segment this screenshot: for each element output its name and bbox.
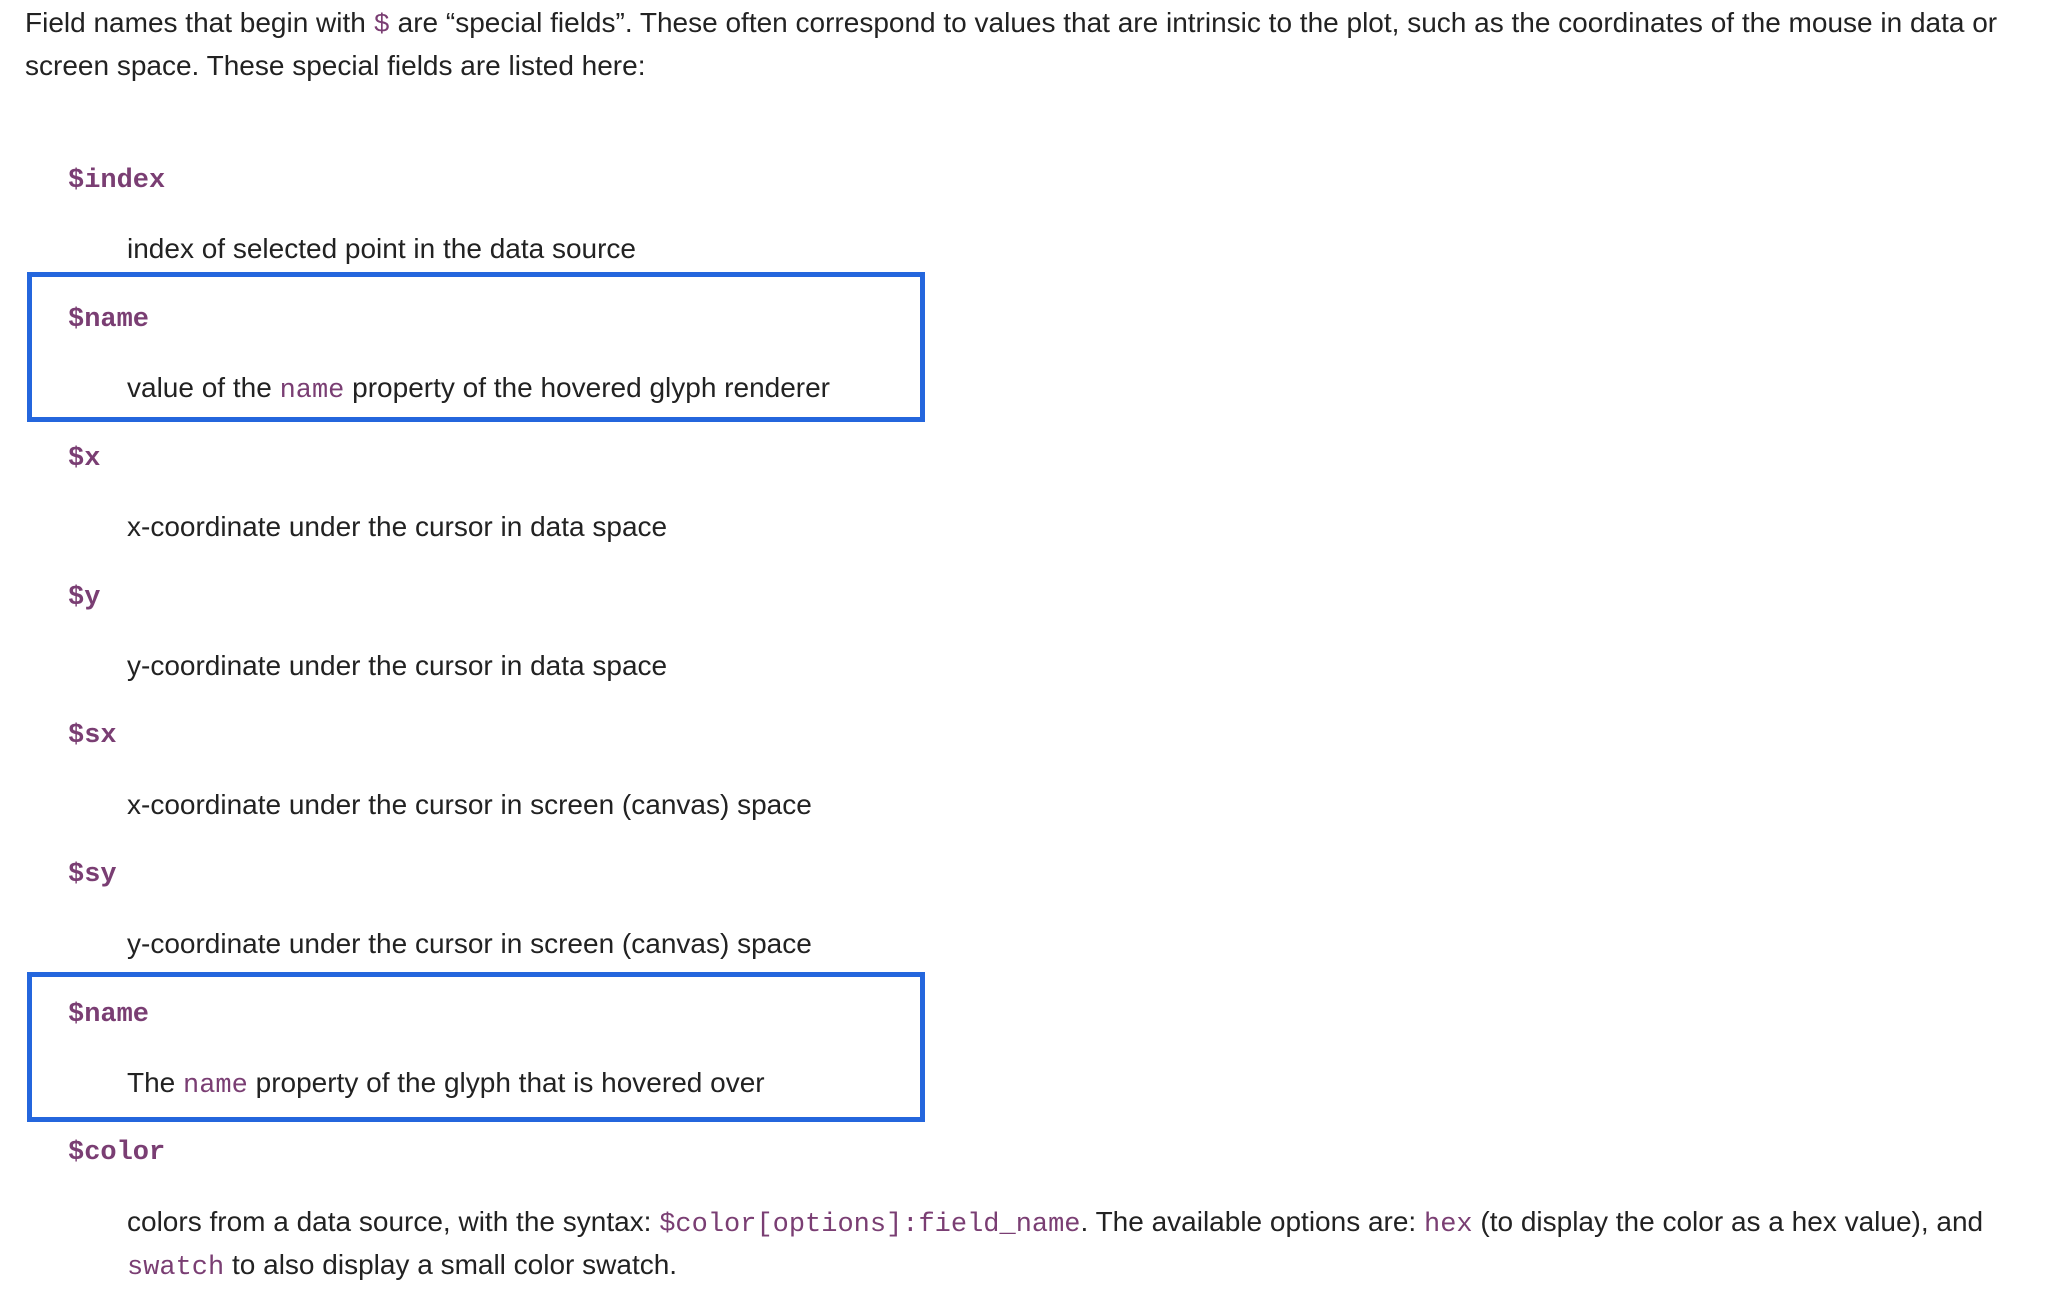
def-text: value of the	[127, 372, 280, 403]
field-def-index: index of selected point in the data source	[127, 233, 637, 264]
field-def-y: y-coordinate under the cursor in data space	[127, 650, 668, 681]
def-code-swatch: swatch	[127, 1253, 225, 1283]
def-text: property of the hovered glyph renderer	[344, 372, 830, 403]
def-code-color-syntax: $color[options]:field_name	[659, 1210, 1081, 1240]
field-term-index: $index	[68, 166, 166, 196]
def-code-name: name	[183, 1071, 248, 1101]
field-term-name-2: $name	[68, 1000, 150, 1030]
intro-text-before: Field names that begin with	[25, 7, 374, 38]
field-term-y: $y	[68, 583, 101, 613]
field-def-sy: y-coordinate under the cursor in screen (canvas) space	[127, 928, 812, 959]
field-def-name-2	[127, 1063, 2027, 1106]
def-code-name: name	[279, 376, 345, 406]
field-term-name-1: $name	[68, 305, 150, 335]
field-term-sx: $sx	[68, 721, 117, 751]
def-text: (to display the color as a hex value), and	[1472, 1206, 1984, 1237]
intro-dollar-code: $	[373, 11, 390, 41]
def-text: property of the glyph that is hovered over	[247, 1067, 765, 1098]
field-term-color: $color	[68, 1138, 166, 1168]
def-text: The	[127, 1067, 184, 1098]
def-code-hex: hex	[1424, 1210, 1473, 1240]
field-def-sx: x-coordinate under the cursor in screen (canvas) space	[127, 789, 812, 820]
field-term-x: $x	[68, 444, 101, 474]
def-text: colors from a data source, with the syntax:	[127, 1206, 660, 1237]
special-fields-list	[25, 0, 2025, 1296]
def-text: . The available options are:	[1080, 1206, 1424, 1237]
field-def-color	[127, 1202, 2027, 1288]
field-term-sy: $sy	[68, 860, 117, 890]
field-def-name-1	[127, 368, 2027, 411]
def-text: to also display a small color swatch.	[224, 1249, 678, 1280]
intro-text-after: are “special fields”. These often correspond to values that are intrinsic to the plot, such as the coordinates of the mouse in data or screen space. These special fields are listed here:	[25, 7, 1998, 81]
field-def-x: x-coordinate under the cursor in data space	[127, 511, 668, 542]
